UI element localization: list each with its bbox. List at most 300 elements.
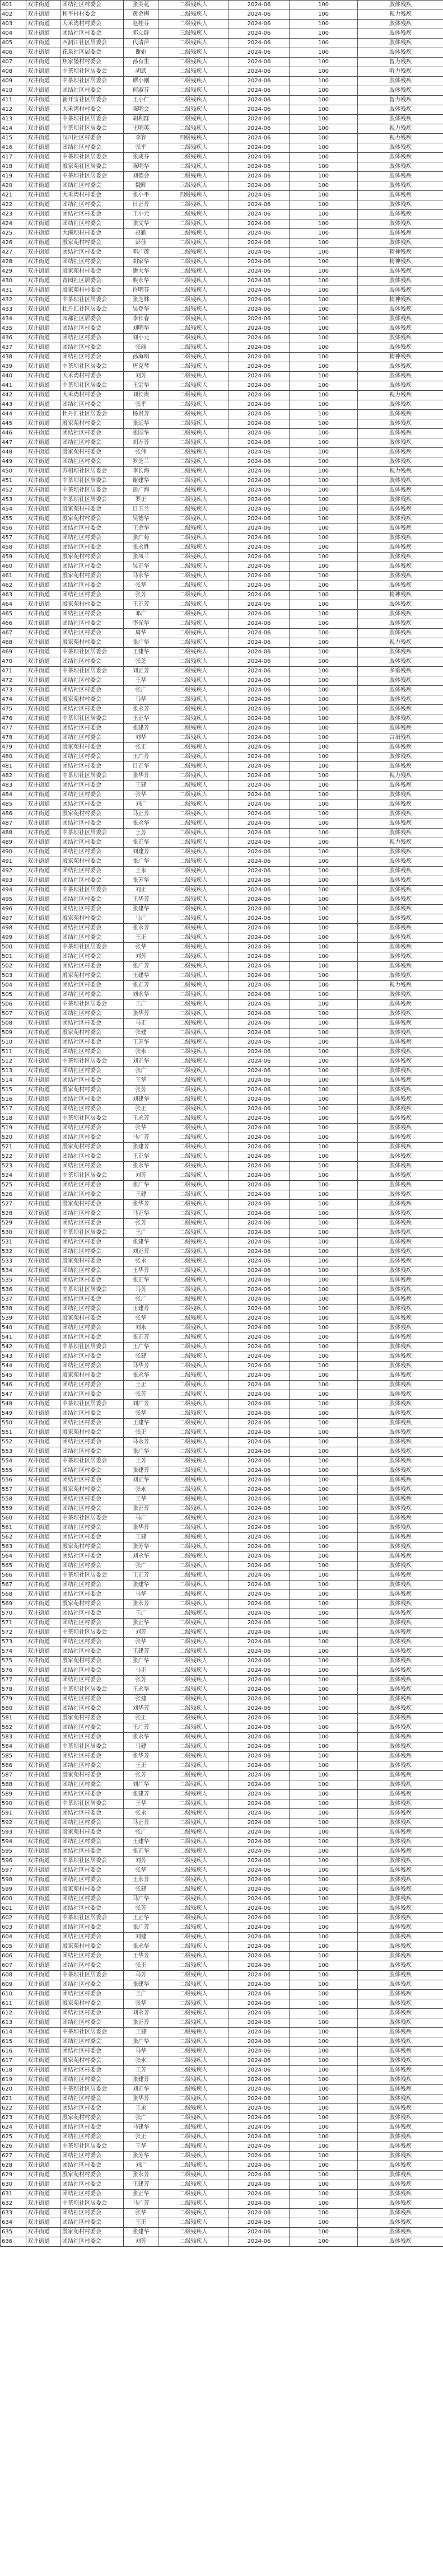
cell-month[interactable]: 2024-06 — [229, 2075, 290, 2085]
cell-amount[interactable]: 100 — [290, 1162, 358, 1171]
cell-town[interactable]: 双井街道 — [26, 2152, 61, 2161]
cell-category[interactable]: 二级残疾人 — [158, 695, 229, 705]
cell-amount[interactable]: 100 — [290, 2218, 358, 2228]
cell-town[interactable]: 双井街道 — [26, 39, 61, 48]
cell-name[interactable]: 胡万芳 — [124, 438, 158, 448]
cell-name[interactable]: 马华 — [124, 2047, 158, 2056]
cell-village[interactable]: 团结社区村委会 — [61, 1695, 124, 1704]
cell-amount[interactable]: 100 — [290, 648, 358, 657]
cell-category[interactable]: 二级残疾人 — [158, 952, 229, 962]
cell-serial[interactable]: 630 — [1, 2180, 26, 2190]
cell-disability-type[interactable]: 肢体残疾 — [358, 1219, 443, 1228]
cell-town[interactable]: 双井街道 — [26, 695, 61, 705]
cell-month[interactable]: 2024-06 — [229, 2018, 290, 2028]
cell-serial[interactable]: 503 — [1, 971, 26, 981]
cell-month[interactable]: 2024-06 — [229, 1933, 290, 1942]
cell-name[interactable]: 王永 — [124, 2104, 158, 2114]
cell-category[interactable]: 二级残疾人 — [158, 410, 229, 419]
cell-amount[interactable]: 100 — [290, 762, 358, 772]
cell-amount[interactable]: 100 — [290, 981, 358, 990]
cell-serial[interactable]: 616 — [1, 2047, 26, 2056]
cell-amount[interactable]: 100 — [290, 1847, 358, 1857]
cell-serial[interactable]: 506 — [1, 1000, 26, 1009]
cell-town[interactable]: 双井街道 — [26, 248, 61, 258]
cell-name[interactable]: 马正 — [124, 1666, 158, 1676]
cell-category[interactable]: 二级残疾人 — [158, 1228, 229, 1238]
cell-disability-type[interactable]: 肢体残疾 — [358, 1324, 443, 1333]
cell-disability-type[interactable]: 肢体残疾 — [358, 2152, 443, 2161]
cell-month[interactable]: 2024-06 — [229, 1485, 290, 1495]
cell-serial[interactable]: 554 — [1, 1457, 26, 1466]
cell-disability-type[interactable]: 肢体残疾 — [358, 933, 443, 943]
cell-amount[interactable]: 100 — [290, 1723, 358, 1733]
cell-category[interactable]: 二级残疾人 — [158, 800, 229, 810]
cell-month[interactable]: 2024-06 — [229, 1219, 290, 1228]
cell-month[interactable]: 2024-06 — [229, 1409, 290, 1419]
cell-town[interactable]: 双井街道 — [26, 1028, 61, 1038]
cell-village[interactable]: 团结社区村委会 — [61, 781, 124, 791]
cell-disability-type[interactable]: 肢体残疾 — [358, 1857, 443, 1866]
cell-month[interactable]: 2024-06 — [229, 743, 290, 752]
cell-serial[interactable]: 586 — [1, 1761, 26, 1771]
cell-category[interactable]: 二级残疾人 — [158, 1952, 229, 1961]
cell-category[interactable]: 二级残疾人 — [158, 619, 229, 629]
cell-name[interactable]: 张建芳 — [124, 1143, 158, 1152]
cell-name[interactable]: 张正 — [124, 1961, 158, 1971]
cell-month[interactable]: 2024-06 — [229, 248, 290, 258]
cell-month[interactable]: 2024-06 — [229, 914, 290, 924]
cell-category[interactable]: 二级残疾人 — [158, 905, 229, 914]
cell-category[interactable]: 二级残疾人 — [158, 1371, 229, 1381]
cell-amount[interactable]: 100 — [290, 1419, 358, 1428]
cell-category[interactable]: 二级残疾人 — [158, 419, 229, 429]
cell-category[interactable]: 二级残疾人 — [158, 1876, 229, 1885]
cell-name[interactable]: 王华芳 — [124, 895, 158, 905]
cell-amount[interactable]: 100 — [290, 705, 358, 714]
cell-village[interactable]: 团结社区村委会 — [61, 1305, 124, 1314]
cell-village[interactable]: 团结社区村委会 — [61, 752, 124, 762]
cell-month[interactable]: 2024-06 — [229, 1514, 290, 1523]
cell-disability-type[interactable]: 肢体残疾 — [358, 943, 443, 952]
cell-village[interactable]: 大禾湾村村委会 — [61, 20, 124, 29]
cell-category[interactable]: 二级残疾人 — [158, 495, 229, 505]
cell-disability-type[interactable]: 肢体残疾 — [358, 1695, 443, 1704]
cell-serial[interactable]: 600 — [1, 1895, 26, 1904]
cell-serial[interactable]: 434 — [1, 315, 26, 324]
cell-disability-type[interactable]: 肢体残疾 — [358, 905, 443, 914]
cell-town[interactable]: 双井街道 — [26, 124, 61, 134]
cell-amount[interactable]: 100 — [290, 419, 358, 429]
cell-category[interactable]: 二级残疾人 — [158, 1866, 229, 1876]
cell-category[interactable]: 二级残疾人 — [158, 1000, 229, 1009]
cell-month[interactable]: 2024-06 — [229, 1790, 290, 1799]
cell-name[interactable]: 张文华 — [124, 219, 158, 229]
cell-disability-type[interactable]: 肢体残疾 — [358, 1295, 443, 1305]
cell-name[interactable]: 王广芳 — [124, 752, 158, 762]
cell-town[interactable]: 双井街道 — [26, 686, 61, 695]
cell-disability-type[interactable]: 智力残疾 — [358, 58, 443, 67]
cell-village[interactable]: 中茶坝社区居委会 — [61, 1971, 124, 1980]
cell-category[interactable]: 二级残疾人 — [158, 2075, 229, 2085]
cell-disability-type[interactable]: 肢体残疾 — [358, 1390, 443, 1400]
cell-name[interactable]: 张广 — [124, 686, 158, 695]
cell-amount[interactable]: 100 — [290, 990, 358, 1000]
cell-town[interactable]: 双井街道 — [26, 1657, 61, 1666]
cell-town[interactable]: 双井街道 — [26, 791, 61, 800]
cell-town[interactable]: 双井街道 — [26, 1533, 61, 1542]
cell-amount[interactable]: 100 — [290, 48, 358, 58]
cell-serial[interactable]: 628 — [1, 2161, 26, 2171]
cell-amount[interactable]: 100 — [290, 1276, 358, 1285]
cell-town[interactable]: 双井街道 — [26, 1009, 61, 1019]
cell-disability-type[interactable]: 肢体残疾 — [358, 791, 443, 800]
cell-town[interactable]: 双井街道 — [26, 143, 61, 153]
cell-serial[interactable]: 579 — [1, 1695, 26, 1704]
cell-serial[interactable]: 502 — [1, 962, 26, 971]
cell-name[interactable]: 张广 — [124, 1828, 158, 1838]
cell-serial[interactable]: 528 — [1, 1209, 26, 1219]
cell-disability-type[interactable]: 肢体残疾 — [358, 1485, 443, 1495]
cell-town[interactable]: 双井街道 — [26, 200, 61, 210]
cell-disability-type[interactable]: 肢体残疾 — [358, 619, 443, 629]
cell-name[interactable]: 马华 — [124, 695, 158, 705]
cell-category[interactable]: 二级残疾人 — [158, 2171, 229, 2180]
cell-month[interactable]: 2024-06 — [229, 629, 290, 638]
cell-disability-type[interactable]: 肢体残疾 — [358, 1562, 443, 1571]
cell-name[interactable]: 胡武 — [124, 67, 158, 77]
cell-amount[interactable]: 100 — [290, 1562, 358, 1571]
cell-serial[interactable]: 435 — [1, 324, 26, 334]
cell-month[interactable]: 2024-06 — [229, 562, 290, 572]
cell-town[interactable]: 双井街道 — [26, 267, 61, 277]
cell-month[interactable]: 2024-06 — [229, 2190, 290, 2199]
cell-category[interactable]: 二级残疾人 — [158, 1714, 229, 1723]
cell-serial[interactable]: 443 — [1, 400, 26, 410]
cell-name[interactable]: 何淑芬 — [124, 86, 158, 96]
cell-category[interactable]: 二级残疾人 — [158, 172, 229, 181]
cell-month[interactable]: 2024-06 — [229, 1476, 290, 1485]
cell-month[interactable]: 2024-06 — [229, 724, 290, 733]
cell-disability-type[interactable]: 肢体残疾 — [358, 1447, 443, 1457]
cell-disability-type[interactable]: 肢体残疾 — [358, 1266, 443, 1276]
cell-name[interactable]: 马正 — [124, 1019, 158, 1028]
cell-disability-type[interactable]: 肢体残疾 — [358, 705, 443, 714]
cell-disability-type[interactable]: 肢体残疾 — [358, 1914, 443, 1923]
cell-serial[interactable]: 499 — [1, 933, 26, 943]
cell-disability-type[interactable]: 肢体残疾 — [358, 1742, 443, 1752]
cell-village[interactable]: 中茶坝社区居委会 — [61, 1057, 124, 1067]
cell-disability-type[interactable]: 肢体残疾 — [358, 1704, 443, 1714]
cell-category[interactable]: 二级残疾人 — [158, 457, 229, 467]
cell-town[interactable]: 双井街道 — [26, 1371, 61, 1381]
cell-serial[interactable]: 413 — [1, 115, 26, 124]
cell-month[interactable]: 2024-06 — [229, 1105, 290, 1114]
cell-town[interactable]: 双井街道 — [26, 1971, 61, 1980]
cell-month[interactable]: 2024-06 — [229, 705, 290, 714]
cell-amount[interactable]: 100 — [290, 96, 358, 105]
cell-town[interactable]: 双井街道 — [26, 1581, 61, 1590]
cell-village[interactable]: 团结社区村委会 — [61, 1504, 124, 1514]
cell-disability-type[interactable]: 肢体残疾 — [358, 1352, 443, 1362]
cell-serial[interactable]: 424 — [1, 219, 26, 229]
cell-disability-type[interactable]: 肢体残疾 — [358, 1124, 443, 1133]
cell-category[interactable]: 二级残疾人 — [158, 724, 229, 733]
cell-town[interactable]: 双井街道 — [26, 1742, 61, 1752]
cell-village[interactable]: 中茶坝社区居委会 — [61, 2028, 124, 2037]
cell-town[interactable]: 双井街道 — [26, 1847, 61, 1857]
cell-name[interactable]: 彭佳 — [124, 239, 158, 248]
cell-village[interactable]: 中茶坝社区居委会 — [61, 2085, 124, 2095]
cell-amount[interactable]: 100 — [290, 905, 358, 914]
cell-village[interactable]: 殷家苑村村委会 — [61, 2114, 124, 2123]
cell-town[interactable]: 双井街道 — [26, 1771, 61, 1780]
cell-month[interactable]: 2024-06 — [229, 1390, 290, 1400]
cell-town[interactable]: 双井街道 — [26, 391, 61, 400]
cell-amount[interactable]: 100 — [290, 1324, 358, 1333]
cell-town[interactable]: 双井街道 — [26, 648, 61, 657]
cell-serial[interactable]: 523 — [1, 1162, 26, 1171]
cell-category[interactable]: 二级残疾人 — [158, 1581, 229, 1590]
cell-town[interactable]: 双井街道 — [26, 1438, 61, 1447]
cell-disability-type[interactable]: 肢体残疾 — [358, 20, 443, 29]
cell-category[interactable]: 二级残疾人 — [158, 1723, 229, 1733]
cell-category[interactable]: 二级残疾人 — [158, 1114, 229, 1124]
cell-amount[interactable]: 100 — [290, 1171, 358, 1181]
cell-category[interactable]: 二级残疾人 — [158, 86, 229, 96]
cell-disability-type[interactable]: 视力残疾 — [358, 134, 443, 143]
cell-village[interactable]: 团结社区村委会 — [61, 219, 124, 229]
cell-name[interactable]: 张建芳 — [124, 1790, 158, 1799]
cell-amount[interactable]: 100 — [290, 1666, 358, 1676]
cell-name[interactable]: 张永 — [124, 1048, 158, 1057]
cell-category[interactable]: 二级残疾人 — [158, 838, 229, 848]
cell-village[interactable]: 团结社区村委会 — [61, 1067, 124, 1076]
cell-disability-type[interactable]: 精神残疾 — [358, 353, 443, 362]
cell-amount[interactable]: 100 — [290, 143, 358, 153]
cell-village[interactable]: 中茶坝社区居委会 — [61, 172, 124, 181]
cell-category[interactable]: 二级残疾人 — [158, 990, 229, 1000]
cell-village[interactable]: 团结社区村委会 — [61, 1152, 124, 1162]
cell-name[interactable]: 刘长贵 — [124, 391, 158, 400]
cell-disability-type[interactable]: 肢体残疾 — [358, 695, 443, 705]
cell-disability-type[interactable]: 肢体残疾 — [358, 219, 443, 229]
cell-disability-type[interactable]: 肢体残疾 — [358, 2047, 443, 2056]
cell-amount[interactable]: 100 — [290, 924, 358, 933]
cell-village[interactable]: 团结社区村委会 — [61, 962, 124, 971]
cell-amount[interactable]: 100 — [290, 2028, 358, 2037]
cell-month[interactable]: 2024-06 — [229, 1818, 290, 1828]
cell-village[interactable]: 中茶坝社区居委会 — [61, 1000, 124, 1009]
cell-disability-type[interactable]: 肢体残疾 — [358, 2142, 443, 2152]
cell-month[interactable]: 2024-06 — [229, 1685, 290, 1695]
cell-disability-type[interactable]: 肢体残疾 — [358, 362, 443, 372]
cell-serial[interactable]: 566 — [1, 1571, 26, 1581]
cell-amount[interactable]: 100 — [290, 1476, 358, 1485]
cell-month[interactable]: 2024-06 — [229, 29, 290, 39]
cell-month[interactable]: 2024-06 — [229, 524, 290, 534]
cell-name[interactable]: 张华 — [124, 1409, 158, 1419]
cell-category[interactable]: 二级残疾人 — [158, 1990, 229, 1999]
cell-village[interactable]: 殷家苑村村委会 — [61, 1200, 124, 1209]
cell-name[interactable]: 马华 — [124, 1590, 158, 1600]
cell-serial[interactable]: 560 — [1, 1514, 26, 1523]
cell-serial[interactable]: 561 — [1, 1523, 26, 1533]
cell-disability-type[interactable]: 肢体残疾 — [358, 1628, 443, 1638]
cell-month[interactable]: 2024-06 — [229, 695, 290, 705]
cell-serial[interactable]: 632 — [1, 2199, 26, 2209]
cell-serial[interactable]: 551 — [1, 1428, 26, 1438]
cell-month[interactable]: 2024-06 — [229, 495, 290, 505]
cell-disability-type[interactable]: 肢体残疾 — [358, 181, 443, 191]
cell-amount[interactable]: 100 — [290, 1942, 358, 1952]
cell-name[interactable]: 王建 — [124, 781, 158, 791]
cell-amount[interactable]: 100 — [290, 1771, 358, 1780]
cell-month[interactable]: 2024-06 — [229, 391, 290, 400]
cell-village[interactable]: 殷家苑村村委会 — [61, 971, 124, 981]
cell-name[interactable]: 张建 — [124, 1028, 158, 1038]
cell-category[interactable]: 二级残疾人 — [158, 1980, 229, 1990]
cell-serial[interactable]: 549 — [1, 1409, 26, 1419]
cell-village[interactable]: 团结社区村委会 — [61, 2180, 124, 2190]
cell-disability-type[interactable]: 肢体残疾 — [358, 277, 443, 286]
cell-month[interactable]: 2024-06 — [229, 153, 290, 162]
cell-name[interactable]: 代清萍 — [124, 39, 158, 48]
cell-month[interactable]: 2024-06 — [229, 400, 290, 410]
cell-village[interactable]: 团结社区村委会 — [61, 2075, 124, 2085]
cell-village[interactable]: 团结社区村委会 — [61, 581, 124, 591]
cell-name[interactable]: 张华 — [124, 2209, 158, 2218]
cell-category[interactable]: 二级残疾人 — [158, 1390, 229, 1400]
cell-village[interactable]: 团结社区村委会 — [61, 438, 124, 448]
cell-serial[interactable]: 429 — [1, 267, 26, 277]
cell-month[interactable]: 2024-06 — [229, 2161, 290, 2171]
cell-serial[interactable]: 619 — [1, 2075, 26, 2085]
cell-town[interactable]: 双井街道 — [26, 1733, 61, 1742]
cell-month[interactable]: 2024-06 — [229, 772, 290, 781]
cell-serial[interactable]: 455 — [1, 515, 26, 524]
cell-category[interactable]: 二级残疾人 — [158, 476, 229, 486]
cell-month[interactable]: 2024-06 — [229, 553, 290, 562]
cell-disability-type[interactable]: 肢体残疾 — [358, 676, 443, 686]
cell-village[interactable]: 团结社区村委会 — [61, 1876, 124, 1885]
cell-amount[interactable]: 100 — [290, 505, 358, 515]
cell-amount[interactable]: 100 — [290, 200, 358, 210]
cell-village[interactable]: 殷家苑村村委会 — [61, 572, 124, 581]
cell-category[interactable]: 二级残疾人 — [158, 1428, 229, 1438]
cell-village[interactable]: 团结社区村委会 — [61, 1209, 124, 1219]
cell-category[interactable]: 二级残疾人 — [158, 743, 229, 752]
cell-serial[interactable]: 544 — [1, 1362, 26, 1371]
cell-month[interactable]: 2024-06 — [229, 1980, 290, 1990]
cell-village[interactable]: 团结社区村委会 — [61, 2209, 124, 2218]
cell-category[interactable]: 二级残疾人 — [158, 1685, 229, 1695]
cell-disability-type[interactable]: 肢体残疾 — [358, 1533, 443, 1542]
cell-amount[interactable]: 100 — [290, 1305, 358, 1314]
cell-category[interactable]: 二级残疾人 — [158, 39, 229, 48]
cell-town[interactable]: 双井街道 — [26, 876, 61, 886]
cell-amount[interactable]: 100 — [290, 752, 358, 762]
cell-village[interactable]: 团结社区村委会 — [61, 1266, 124, 1276]
cell-serial[interactable]: 428 — [1, 258, 26, 267]
cell-category[interactable]: 二级残疾人 — [158, 1619, 229, 1628]
cell-town[interactable]: 双井街道 — [26, 1019, 61, 1028]
cell-village[interactable]: 团结社区村委会 — [61, 2218, 124, 2228]
cell-serial[interactable]: 444 — [1, 410, 26, 419]
cell-category[interactable]: 二级残疾人 — [158, 762, 229, 772]
cell-amount[interactable]: 100 — [290, 1067, 358, 1076]
cell-amount[interactable]: 100 — [290, 191, 358, 200]
cell-serial[interactable]: 635 — [1, 2228, 26, 2237]
cell-disability-type[interactable]: 肢体残疾 — [358, 629, 443, 638]
cell-serial[interactable]: 507 — [1, 1009, 26, 1019]
cell-month[interactable]: 2024-06 — [229, 115, 290, 124]
cell-amount[interactable]: 100 — [290, 629, 358, 638]
cell-disability-type[interactable]: 肢体残疾 — [358, 1190, 443, 1200]
cell-disability-type[interactable]: 肢体残疾 — [358, 1980, 443, 1990]
cell-town[interactable]: 双井街道 — [26, 1552, 61, 1562]
cell-amount[interactable]: 100 — [290, 219, 358, 229]
cell-town[interactable]: 双井街道 — [26, 553, 61, 562]
cell-serial[interactable]: 441 — [1, 381, 26, 391]
cell-month[interactable]: 2024-06 — [229, 1095, 290, 1105]
cell-serial[interactable]: 480 — [1, 752, 26, 762]
cell-disability-type[interactable]: 肢体残疾 — [358, 534, 443, 543]
cell-serial[interactable]: 520 — [1, 1133, 26, 1143]
cell-disability-type[interactable]: 肢体残疾 — [358, 562, 443, 572]
cell-village[interactable]: 团结社区村委会 — [61, 1276, 124, 1285]
cell-amount[interactable]: 100 — [290, 933, 358, 943]
cell-town[interactable]: 双井街道 — [26, 905, 61, 914]
cell-town[interactable]: 双井街道 — [26, 1628, 61, 1638]
cell-disability-type[interactable]: 肢体残疾 — [358, 1381, 443, 1390]
cell-village[interactable]: 团结社区村委会 — [61, 1181, 124, 1190]
cell-amount[interactable]: 100 — [290, 524, 358, 534]
cell-month[interactable]: 2024-06 — [229, 1857, 290, 1866]
cell-disability-type[interactable]: 肢体残疾 — [358, 476, 443, 486]
cell-village[interactable]: 团结社区村委会 — [61, 2009, 124, 2018]
cell-village[interactable]: 团结社区村委会 — [61, 1352, 124, 1362]
cell-amount[interactable]: 100 — [290, 1076, 358, 1086]
cell-town[interactable]: 双井街道 — [26, 10, 61, 20]
cell-serial[interactable]: 491 — [1, 857, 26, 867]
cell-serial[interactable]: 559 — [1, 1504, 26, 1514]
cell-village[interactable]: 殷家苑村村委会 — [61, 505, 124, 515]
cell-month[interactable]: 2024-06 — [229, 1419, 290, 1428]
cell-category[interactable]: 二级残疾人 — [158, 296, 229, 305]
cell-serial[interactable]: 508 — [1, 1019, 26, 1028]
cell-category[interactable]: 二级残疾人 — [158, 676, 229, 686]
cell-amount[interactable]: 100 — [290, 895, 358, 905]
cell-month[interactable]: 2024-06 — [229, 362, 290, 372]
cell-town[interactable]: 双井街道 — [26, 667, 61, 676]
cell-category[interactable]: 二级残疾人 — [158, 1438, 229, 1447]
cell-amount[interactable]: 100 — [290, 105, 358, 115]
cell-serial[interactable]: 542 — [1, 1343, 26, 1352]
cell-amount[interactable]: 100 — [290, 867, 358, 876]
cell-village[interactable]: 中茶坝社区居委会 — [61, 77, 124, 86]
cell-disability-type[interactable]: 肢体残疾 — [358, 400, 443, 410]
cell-month[interactable]: 2024-06 — [229, 515, 290, 524]
cell-amount[interactable]: 100 — [290, 2161, 358, 2171]
cell-disability-type[interactable]: 肢体残疾 — [358, 1038, 443, 1048]
cell-month[interactable]: 2024-06 — [229, 657, 290, 667]
cell-month[interactable]: 2024-06 — [229, 1, 290, 10]
cell-disability-type[interactable]: 肢体残疾 — [358, 372, 443, 381]
cell-month[interactable]: 2024-06 — [229, 610, 290, 619]
cell-name[interactable]: 张建华 — [124, 2228, 158, 2237]
cell-category[interactable]: 二级残疾人 — [158, 1885, 229, 1895]
cell-town[interactable]: 双井街道 — [26, 1866, 61, 1876]
